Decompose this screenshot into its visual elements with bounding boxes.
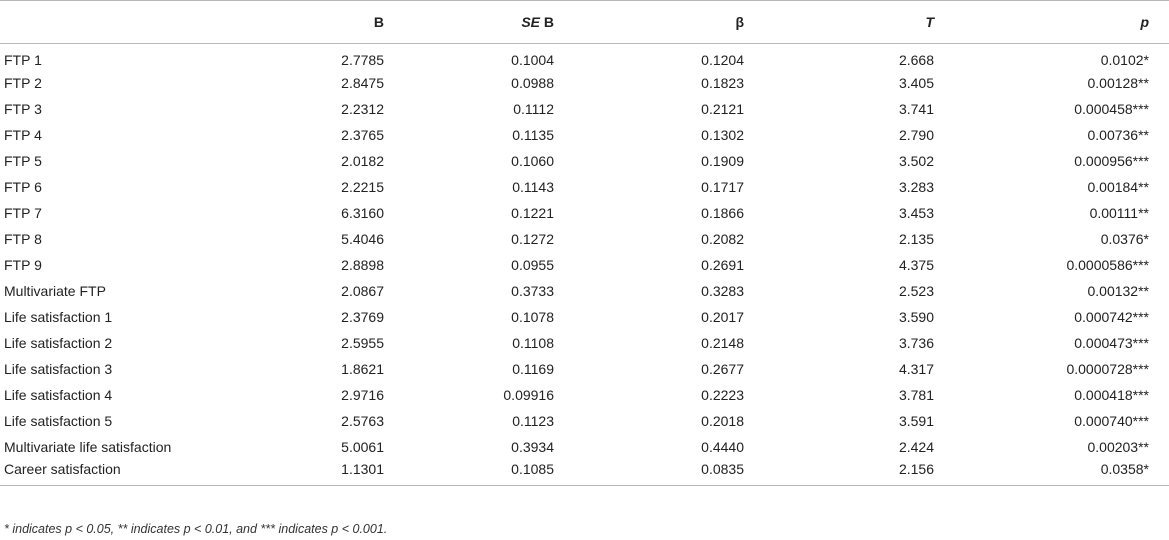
table-row [0, 304, 1169, 330]
b-value: 2.8475 [341, 74, 384, 91]
t-value: 4.375 [898, 256, 934, 273]
b-value: 1.1301 [264, 460, 384, 486]
beta-value: 0.1823 [701, 74, 744, 91]
table-header [0, 1, 1169, 44]
beta-value: 0.2223 [701, 386, 744, 403]
se-b-value: 0.1169 [512, 360, 554, 377]
t-value: 2.424 [898, 438, 934, 455]
row-label: Multivariate FTP [4, 282, 106, 299]
header-row [0, 1, 1169, 44]
t-value: 3.502 [898, 152, 934, 169]
row-label: FTP 3 [4, 100, 42, 117]
t-value: 3.736 [898, 334, 934, 351]
table-row [0, 330, 1169, 356]
b-value: 6.3160 [341, 204, 384, 221]
beta-value: 0.1717 [701, 178, 744, 195]
se-b-value: 0.1123 [512, 412, 554, 429]
p-value: 0.000742*** [1074, 308, 1149, 325]
row-label: FTP 8 [4, 230, 42, 247]
table-footnote: * indicates p < 0.05, ** indicates p < 0.01, and *** indicates p < 0.001. [4, 522, 388, 536]
t-value: 3.591 [898, 412, 934, 429]
beta-value: 0.1866 [701, 204, 744, 221]
t-value: 3.283 [898, 178, 934, 195]
beta-value: 0.2148 [701, 334, 744, 351]
t-value: 3.590 [898, 308, 934, 325]
p-value: 0.0000728*** [1066, 360, 1149, 377]
t-value: 2.668 [898, 51, 934, 68]
b-value: 2.9716 [341, 386, 384, 403]
p-value: 0.0358* [934, 460, 1169, 486]
table-row [0, 252, 1169, 278]
p-value: 0.0376* [1100, 230, 1149, 247]
row-label: FTP 7 [4, 204, 42, 221]
p-value: 0.00203** [1087, 438, 1149, 455]
row-label: Life satisfaction 4 [4, 386, 113, 403]
p-value: 0.000956*** [1074, 152, 1149, 169]
row-label: FTP 6 [4, 178, 42, 195]
table-row [0, 174, 1169, 200]
t-value: 2.156 [744, 460, 934, 486]
row-label: Life satisfaction 3 [4, 360, 113, 377]
t-value: 4.317 [898, 360, 934, 377]
se-b-value: 0.3934 [511, 438, 554, 455]
row-label: FTP 2 [4, 74, 42, 91]
beta-value: 0.1302 [701, 126, 744, 143]
se-b-value: 0.1143 [512, 178, 554, 195]
beta-value: 0.2082 [701, 230, 744, 247]
row-label: FTP 9 [4, 256, 42, 273]
beta-value: 0.1204 [701, 51, 744, 68]
se-b-value: 0.1108 [512, 334, 554, 351]
se-b-value: 0.1060 [511, 152, 554, 169]
table-row [0, 226, 1169, 252]
se-b-value: 0.1135 [512, 126, 554, 143]
b-value: 2.3769 [341, 308, 384, 325]
se-b-value: 0.1112 [513, 100, 554, 117]
p-value: 0.0102* [1100, 51, 1149, 68]
row-label: FTP 5 [4, 152, 42, 169]
table-row [0, 434, 1169, 460]
p-value: 0.00736** [1087, 126, 1149, 143]
table-row [0, 408, 1169, 434]
se-b-value: 0.09916 [503, 386, 554, 403]
row-label: FTP 1 [4, 51, 42, 68]
p-value: 0.000740*** [1074, 412, 1149, 429]
beta-value: 0.3283 [701, 282, 744, 299]
p-value: 0.00132** [1087, 282, 1149, 299]
table-row [0, 96, 1169, 122]
p-value: 0.0000586*** [1066, 256, 1149, 273]
se-b-value: 0.1004 [511, 51, 554, 68]
p-value: 0.000458*** [1074, 100, 1149, 117]
beta-value: 0.2017 [701, 308, 744, 325]
b-value: 2.2215 [341, 178, 384, 195]
table-row [0, 356, 1169, 382]
header-p: p [934, 1, 1169, 44]
row-label: Life satisfaction 2 [4, 334, 113, 351]
se-b-value: 0.1085 [384, 460, 554, 486]
table-row [0, 122, 1169, 148]
t-value: 2.135 [898, 230, 934, 247]
t-value: 2.523 [898, 282, 934, 299]
b-value: 2.8898 [341, 256, 384, 273]
beta-value: 0.4440 [701, 438, 744, 455]
p-value: 0.00111** [1089, 204, 1149, 221]
b-value: 2.0182 [341, 152, 384, 169]
table-row [0, 278, 1169, 304]
beta-value: 0.2018 [701, 412, 744, 429]
header-se-b-italic: SE [521, 14, 540, 30]
se-b-value: 0.0955 [511, 256, 554, 273]
b-value: 2.0867 [341, 282, 384, 299]
t-value: 3.453 [898, 204, 934, 221]
p-value: 0.00184** [1087, 178, 1149, 195]
header-se-b [384, 1, 554, 44]
row-label: FTP 4 [4, 126, 42, 143]
b-value: 2.2312 [341, 100, 384, 117]
se-b-value: 0.1078 [511, 308, 554, 325]
table-row [0, 460, 1169, 486]
se-b-value: 0.1221 [511, 204, 554, 221]
b-value: 2.5955 [341, 334, 384, 351]
b-value: 2.5763 [341, 412, 384, 429]
header-b: B [264, 1, 384, 44]
p-value: 0.00128** [1087, 74, 1149, 91]
header-beta: β [554, 1, 744, 44]
t-value: 3.741 [898, 100, 934, 117]
se-b-value: 0.3733 [511, 282, 554, 299]
table-row [0, 382, 1169, 408]
row-label: Multivariate life satisfaction [4, 438, 172, 455]
beta-value: 0.2691 [701, 256, 744, 273]
table-row [0, 200, 1169, 226]
table-row [0, 44, 1169, 70]
p-value: 0.000418*** [1074, 386, 1149, 403]
table-row [0, 70, 1169, 96]
table-body [0, 44, 1169, 486]
row-label: Life satisfaction 1 [4, 308, 113, 325]
se-b-value: 0.0988 [511, 74, 554, 91]
b-value: 2.3765 [341, 126, 384, 143]
beta-value: 0.2121 [701, 100, 744, 117]
b-value: 5.0061 [341, 438, 384, 455]
p-value: 0.000473*** [1074, 334, 1149, 351]
header-se-b-rest: B [540, 14, 554, 30]
b-value: 2.7785 [341, 51, 384, 68]
t-value: 3.781 [898, 386, 934, 403]
beta-value: 0.1909 [701, 152, 744, 169]
row-label: Career satisfaction [0, 460, 264, 486]
b-value: 1.8621 [341, 360, 384, 377]
header-label-empty [0, 1, 264, 44]
se-b-value: 0.1272 [511, 230, 554, 247]
header-t: T [744, 1, 934, 44]
beta-value: 0.0835 [554, 460, 744, 486]
beta-value: 0.2677 [701, 360, 744, 377]
table-row [0, 148, 1169, 174]
row-label: Life satisfaction 5 [4, 412, 113, 429]
t-value: 2.790 [898, 126, 934, 143]
b-value: 5.4046 [341, 230, 384, 247]
t-value: 3.405 [898, 74, 934, 91]
